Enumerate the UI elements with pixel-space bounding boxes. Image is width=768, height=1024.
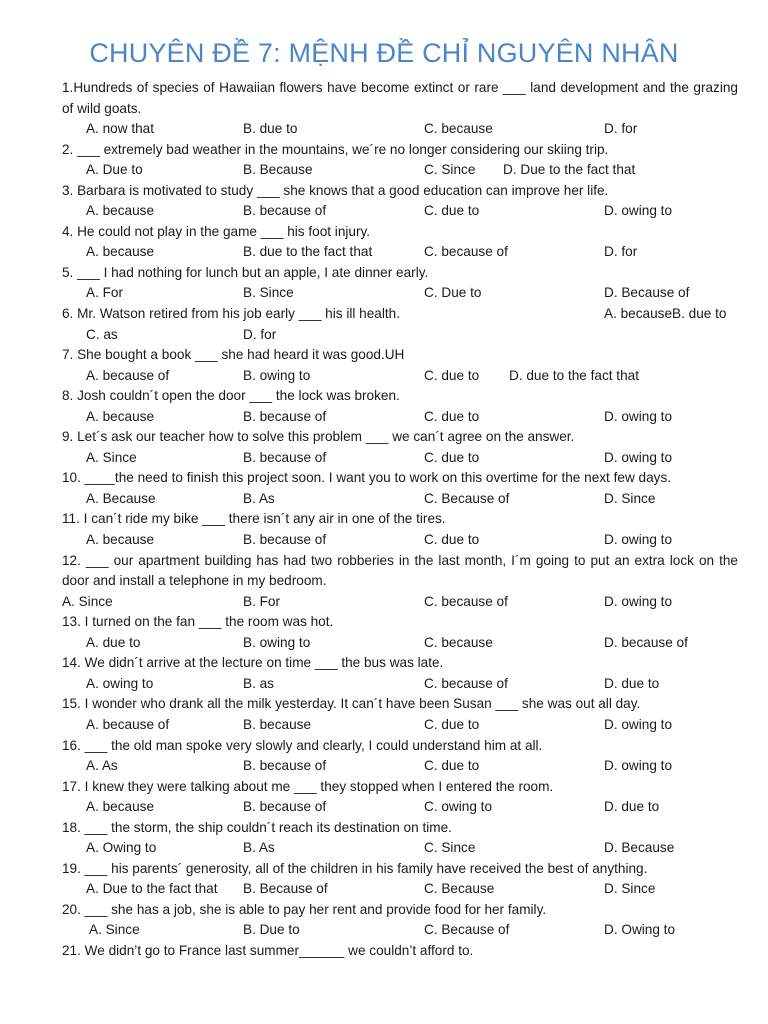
question-text: 15. I wonder who drank all the milk yesterday. It can´t have been Susan ___ she was out all day. (62, 696, 641, 712)
answer-option: A. because (86, 203, 155, 219)
question-text: 8. Josh couldn´t open the door ___ the lock was broken. (62, 388, 400, 404)
answer-option: A. As (86, 758, 118, 774)
page-title: CHUYÊN ĐỀ 7: MỆNH ĐỀ CHỈ NGUYÊN NHÂN (89, 38, 679, 68)
question-text: 3. Barbara is motivated to study ___ she knows that a good education can improve her life. (62, 182, 609, 198)
answer-options-row (62, 448, 738, 469)
answer-option: B. Due to (243, 922, 300, 938)
answer-options-row (62, 119, 738, 140)
question-text: 13. I turned on the fan ___ the room was hot. (62, 614, 334, 630)
answer-option: A. because (86, 799, 155, 815)
answer-option: A. due to (86, 634, 141, 650)
answer-options-row (62, 366, 738, 387)
question-item (62, 818, 738, 859)
question-text: 4. He could not play in the game ___ his foot injury. (62, 223, 371, 239)
answer-option: A. owing to (86, 675, 154, 691)
answer-option: D. owing to (604, 593, 673, 609)
answer-option: D. because of (604, 634, 688, 650)
answer-option: D. Because of (604, 285, 690, 301)
answer-option: A. Since (62, 593, 113, 609)
answer-option: B. As (243, 490, 275, 506)
answer-option: C. due to (424, 408, 480, 424)
question-item (62, 140, 738, 181)
answer-option: A. Since (89, 922, 140, 938)
answer-option: B. because (243, 716, 312, 732)
question-text: 9. Let´s ask our teacher how to solve this problem ___ we can´t agree on the answer. (62, 429, 575, 445)
question-text: 21. We didn’t go to France last summer______ we couldn’t afford to. (62, 942, 474, 958)
answer-options-row (62, 797, 738, 818)
question-text: 19. ___ his parents´ generosity, all of the children in his family have received the best of anything. (62, 860, 648, 876)
answer-option: D. Because (604, 840, 675, 856)
answer-option: A. Owing to (86, 840, 157, 856)
answer-options-row (62, 325, 738, 346)
answer-option: D. due to (604, 799, 660, 815)
answer-option: B. because of (243, 758, 327, 774)
answer-options-row (62, 838, 738, 859)
answer-option: A. because (86, 244, 155, 260)
answer-option: C. Because (424, 881, 495, 897)
answer-options-row (62, 160, 738, 181)
question-item (62, 859, 738, 900)
answer-option: A. Due to (86, 162, 143, 178)
question-item (62, 736, 738, 777)
answer-option: B. Because (243, 162, 313, 178)
answer-option: C. owing to (424, 799, 493, 815)
answer-option: C. due to (424, 716, 480, 732)
answer-option: B. owing to (243, 367, 311, 383)
answer-option: A. because (86, 408, 155, 424)
answer-options-row (62, 407, 738, 428)
question-item (62, 222, 738, 263)
answer-option: A. becauseB. due to (604, 306, 727, 322)
answer-option: C. because of (424, 244, 508, 260)
question-item (62, 694, 738, 735)
question-text: 1.Hundreds of species of Hawaiian flowers have become extinct or rare ___ land development and the grazing of wild goats. (62, 80, 738, 116)
answer-option: B. as (243, 675, 274, 691)
question-item (62, 304, 738, 345)
answer-option: B. Because of (243, 881, 328, 897)
answer-options-row (62, 530, 738, 551)
answer-options-row (62, 674, 738, 695)
answer-option: B. because of (243, 449, 327, 465)
question-item (62, 427, 738, 468)
answer-option: C. due to (424, 449, 480, 465)
answer-option: A. Since (86, 449, 137, 465)
question-item (62, 941, 738, 962)
answer-option: D. for (604, 121, 638, 137)
answer-option: C. because (424, 121, 493, 137)
question-text: 17. I knew they were talking about me ___ they stopped when I entered the room. (62, 778, 554, 794)
answer-option: C. due to (424, 367, 480, 383)
answer-option: A. because (86, 532, 155, 548)
answer-option: D. for (604, 244, 638, 260)
answer-option: D. Owing to (604, 922, 676, 938)
answer-option: D. due to the fact that (509, 367, 639, 383)
answer-options-row (62, 879, 738, 900)
answer-option: B. Since (243, 285, 294, 301)
answer-option: B. because of (243, 408, 327, 424)
answer-option: C. due to (424, 532, 480, 548)
answer-option: C. Due to (424, 285, 482, 301)
question-item (62, 468, 738, 509)
question-text: 7. She bought a book ___ she had heard it was good.UH (62, 347, 405, 363)
question-item (62, 612, 738, 653)
question-item (62, 777, 738, 818)
answer-options-row (62, 633, 738, 654)
answer-option: C. Because of (424, 490, 510, 506)
answer-option: B. owing to (243, 634, 311, 650)
answer-option: B. As (243, 840, 275, 856)
question-text: 6. Mr. Watson retired from his job early ___ his ill health. (62, 306, 400, 322)
answer-option: A. Because (86, 490, 156, 506)
question-text: 20. ___ she has a job, she is able to pay her rent and provide food for her family. (62, 901, 547, 917)
question-item (62, 181, 738, 222)
answer-options-row (62, 592, 738, 613)
question-text: 11. I can´t ride my bike ___ there isn´t any air in one of the tires. (62, 511, 446, 527)
question-item (62, 345, 738, 386)
answer-options-row (62, 283, 738, 304)
answer-option: C. because of (424, 593, 508, 609)
question-text: 18. ___ the storm, the ship couldn´t reach its destination on time. (62, 819, 452, 835)
answer-option: B. due to (243, 121, 298, 137)
answer-options-row (62, 489, 738, 510)
answer-option: C. Since (424, 162, 476, 178)
answer-options-row (62, 920, 738, 941)
answer-option: A. Due to the fact that (86, 881, 218, 897)
question-text: 2. ___ extremely bad weather in the mountains, we´re no longer considering our skiing trip. (62, 141, 609, 157)
answer-option: A. For (86, 285, 124, 301)
answer-options-row (62, 242, 738, 263)
question-text: 12. ___ our apartment building has had two robberies in the last month, I´m going to put an extra lock on the door and install a telephone in my bedroom. (62, 552, 738, 589)
question-item (62, 78, 738, 140)
question-list (62, 78, 738, 962)
answer-option: B. due to the fact that (243, 244, 373, 260)
answer-option: D. owing to (604, 408, 673, 424)
answer-option: C. Since (424, 840, 476, 856)
answer-option: D. due to (604, 675, 660, 691)
answer-option: D. owing to (604, 716, 673, 732)
question-text: 16. ___ the old man spoke very slowly and clearly, I could understand him at all. (62, 737, 543, 753)
answer-option: D. for (243, 326, 277, 342)
answer-option: C. Because of (424, 922, 510, 938)
answer-option: A. because of (86, 716, 170, 732)
answer-option: A. because of (86, 367, 170, 383)
answer-options-row (62, 756, 738, 777)
answer-option: D. owing to (604, 449, 673, 465)
question-text: 10. ____the need to finish this project soon. I want you to work on this overtime for the next few days. (62, 470, 672, 486)
answer-option: C. as (86, 326, 118, 342)
question-item (62, 653, 738, 694)
answer-option: B. For (243, 593, 281, 609)
question-item (62, 900, 738, 941)
answer-option: C. due to (424, 758, 480, 774)
question-text: 5. ___ I had nothing for lunch but an apple, I ate dinner early. (62, 264, 429, 280)
answer-option: A. now that (86, 121, 155, 137)
answer-option: C. due to (424, 203, 480, 219)
answer-option: B. because of (243, 799, 327, 815)
answer-option: C. because of (424, 675, 508, 691)
answer-option: D. Due to the fact that (503, 162, 636, 178)
question-item (62, 551, 738, 613)
answer-option: B. because of (243, 532, 327, 548)
answer-option: B. because of (243, 203, 327, 219)
question-text: 14. We didn´t arrive at the lecture on time ___ the bus was late. (62, 655, 444, 671)
question-item (62, 263, 738, 304)
answer-option: D. owing to (604, 532, 673, 548)
answer-option: D. Since (604, 490, 656, 506)
answer-option: C. because (424, 634, 493, 650)
answer-option: D. owing to (604, 758, 673, 774)
answer-options-row (62, 201, 738, 222)
answer-option: D. owing to (604, 203, 673, 219)
answer-option: D. Since (604, 881, 656, 897)
question-item (62, 509, 738, 550)
answer-options-row (62, 715, 738, 736)
question-item (62, 386, 738, 427)
